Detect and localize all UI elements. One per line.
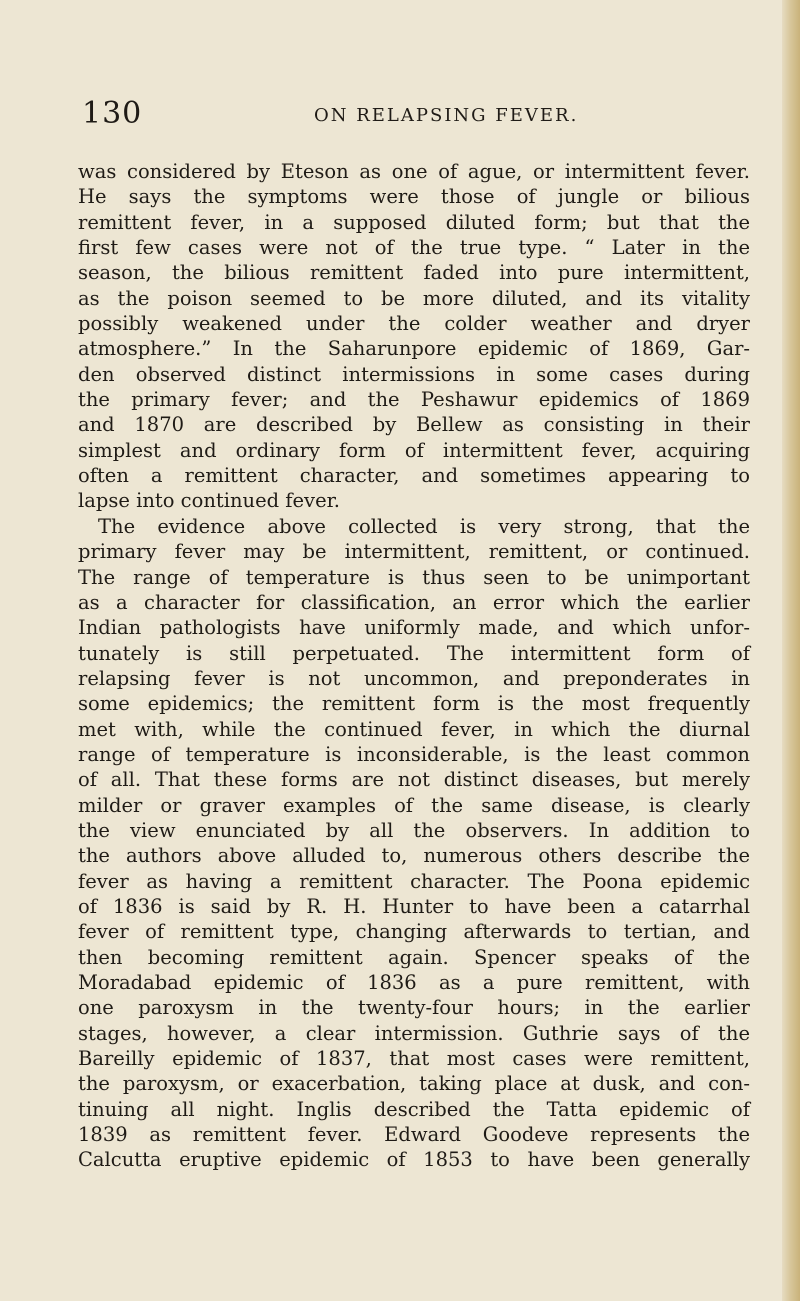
text-line: met with, while the continued fever, in which the diurnal <box>78 717 750 741</box>
text-line: the paroxysm, or exacerbation, taking place at dusk, and con- <box>78 1072 750 1096</box>
text-line: milder or graver examples of the same disease, is clearly <box>78 793 750 817</box>
text-line: was considered by Eteson as one of ague, or intermittent fever. <box>78 160 750 183</box>
text-line: as a character for classification, an error which the earlier <box>78 590 750 614</box>
text-line: Indian pathologists have uniformly made, and which unfor- <box>78 616 750 640</box>
text-line: fever as having a remittent character. The Poona epidemic <box>78 869 750 893</box>
text-line: one paroxysm in the twenty-four hours; in the earlier <box>78 996 750 1020</box>
text-line: relapsing fever is not uncommon, and preponderates in <box>78 666 750 690</box>
text-line: atmosphere.” In the Saharunpore epidemic of 1869, Gar- <box>78 337 750 361</box>
text-line: fever of remittent type, changing afterwards to tertian, and <box>78 920 750 944</box>
text-line: Calcutta eruptive epidemic of 1853 to have been generally <box>78 1148 750 1172</box>
text-line: the primary fever; and the Peshawur epidemics of 1869 <box>78 388 750 412</box>
text-line: possibly weakened under the colder weather and dryer <box>78 312 750 336</box>
text-line: He says the symptoms were those of jungle or bilious <box>78 185 750 209</box>
text-line: the authors above alluded to, numerous others describe the <box>78 844 750 868</box>
text-line: some epidemics; the remittent form is the most frequently <box>78 692 750 716</box>
text-line: den observed distinct intermissions in some cases during <box>78 362 750 386</box>
text-line: tinuing all night. Inglis described the Tatta epidemic of <box>78 1097 750 1121</box>
text-line: and 1870 are described by Bellew as consisting in their <box>78 413 750 437</box>
text-line: stages, however, a clear intermission. Guthrie says of the <box>78 1021 750 1045</box>
text-line: often a remittent character, and sometimes appearing to <box>78 464 750 488</box>
text-line: season, the bilious remittent faded into pure intermittent, <box>78 261 750 285</box>
text-line: first few cases were not of the true type. “ Later in the <box>78 236 750 260</box>
text-line: primary fever may be intermittent, remittent, or continued. <box>78 540 750 564</box>
text-line: The evidence above collected is very strong, that the <box>98 514 750 538</box>
page-edge <box>782 0 800 1301</box>
body-text <box>78 159 750 1173</box>
text-line: range of temperature is inconsiderable, is the least common <box>78 742 750 766</box>
text-line: Moradabad epidemic of 1836 as a pure remittent, with <box>78 971 750 994</box>
text-line: simplest and ordinary form of intermittent fever, acquiring <box>78 438 750 462</box>
text-line: 1839 as remittent fever. Edward Goodeve represents the <box>78 1123 750 1147</box>
page-number: 130 <box>82 96 143 131</box>
text-line: tunately is still perpetuated. The intermittent form of <box>78 641 750 665</box>
text-line: of all. That these forms are not distinct diseases, but merely <box>78 768 750 792</box>
text-line: lapse into continued fever. <box>78 489 340 513</box>
text-line: The range of temperature is thus seen to be unimportant <box>78 565 750 589</box>
text-line: the view enunciated by all the observers. In addition to <box>78 818 750 842</box>
text-line: of 1836 is said by R. H. Hunter to have been a catarrhal <box>78 894 750 918</box>
text-line: as the poison seemed to be more diluted, and its vitality <box>78 286 750 310</box>
text-line: remittent fever, in a supposed diluted form; but that the <box>78 210 750 234</box>
page-header <box>82 92 742 136</box>
text-line: Bareilly epidemic of 1837, that most cases were remittent, <box>78 1047 750 1071</box>
text-line: then becoming remittent again. Spencer speaks of the <box>78 945 750 969</box>
running-title: ON RELAPSING FEVER. <box>314 105 579 126</box>
